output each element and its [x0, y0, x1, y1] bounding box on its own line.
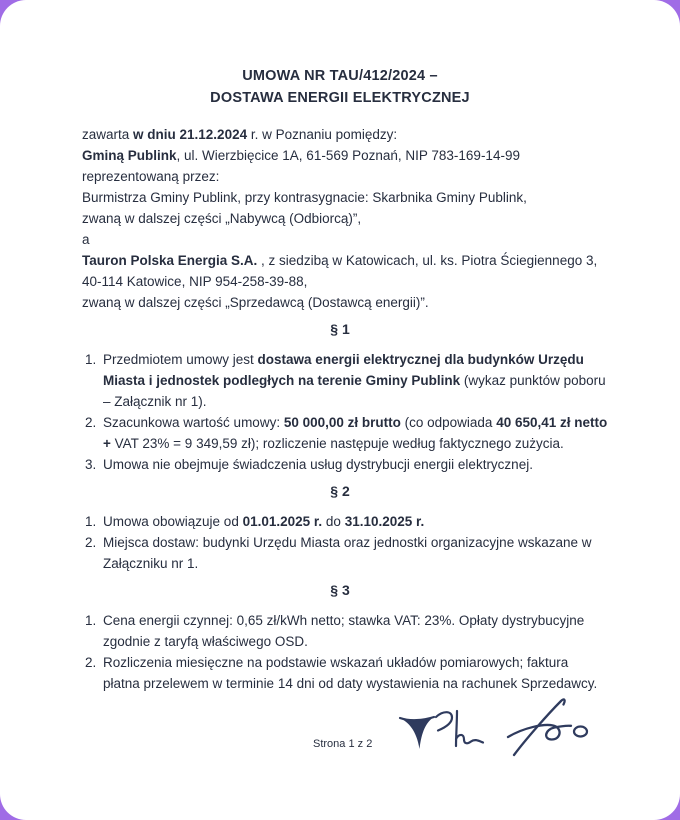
text-segment-bold: 01.01.2025 r.: [242, 514, 323, 529]
document-title-line1: UMOWA NR TAU/412/2024 –: [242, 68, 438, 84]
text-segment: Umowa obowiązuje od: [103, 514, 243, 529]
text-segment: Umowa nie obejmuje świadczenia usług dystrybucji energii elektrycznej.: [103, 457, 533, 472]
text-segment: zwaną w dalszej części „Nabywcą (Odbiorcą)”,: [82, 211, 362, 226]
intro-line: [82, 271, 604, 292]
text-segment: Burmistrza Gminy Publink, przy kontrasygnacie: Skarbnika Gminy Publink,: [82, 190, 527, 205]
clause-list: [0, 511, 680, 574]
text-segment-bold: 40 650,41 zł netto +: [103, 415, 608, 451]
text-segment-bold: Gminą Publink: [82, 148, 177, 163]
intro-line: [82, 208, 604, 229]
document-title-line2: DOSTAWA ENERGII ELEKTRYCZNEJ: [210, 90, 470, 106]
clause-item: [100, 511, 608, 532]
section-heading: § 3: [330, 582, 350, 598]
clause-item: [100, 454, 608, 475]
text-segment: (wykaz punktów poboru – Załącznik nr 1).: [103, 373, 606, 409]
text-segment: Szacunkowa wartość umowy:: [103, 415, 284, 430]
signature-buyer: [398, 708, 486, 763]
intro-line: [82, 229, 604, 250]
page-number: Strona 1 z 2: [313, 738, 373, 750]
signature-seller: [504, 698, 596, 765]
text-segment: reprezentowaną przez:: [82, 169, 220, 184]
intro-line: [82, 124, 604, 145]
section-heading: § 2: [330, 483, 350, 499]
clause-list: [0, 349, 680, 475]
sections-block: [0, 319, 680, 694]
clause-item: [100, 610, 608, 652]
text-segment: Rozliczenia miesięczne na podstawie wskazań układów pomiarowych; faktura płatna przelewem w terminie 14 dni od daty wystawienia na rachunek Sprzedawcy.: [103, 655, 598, 691]
text-segment: 40-114 Katowice, NIP 954-258-39-88,: [82, 274, 308, 289]
text-segment: zawarta: [82, 127, 134, 142]
text-segment-bold: w dniu 21.12.2024: [133, 127, 248, 142]
clause-item: [100, 412, 608, 454]
section-heading: § 1: [330, 321, 350, 337]
text-segment: zwaną w dalszej części „Sprzedawcą (Dostawcą energii)”.: [82, 295, 429, 310]
text-segment-bold: dostawa energii elektrycznej dla budynków Urzędu Miasta i jednostek podległych na terenie Gminy Publink: [103, 352, 584, 388]
text-segment: do: [322, 514, 345, 529]
text-segment: Miejsca dostaw: budynki Urzędu Miasta oraz jednostki organizacyjne wskazane w Załączniku nr 1.: [103, 535, 592, 571]
clause-item: [100, 652, 608, 694]
text-segment-bold: 31.10.2025 r.: [344, 514, 425, 529]
text-segment: , z siedzibą w Katowicach, ul. ks. Piotra Ściegiennego 3,: [257, 253, 598, 268]
text-segment: , ul. Wierzbięcice 1A, 61-569 Poznań, NIP 783-169-14-99: [176, 148, 520, 163]
clause-list: [0, 610, 680, 694]
text-segment: Przedmiotem umowy jest: [103, 352, 258, 367]
intro-line: [82, 166, 604, 187]
clause-item: [100, 532, 608, 574]
text-segment: Cena energii czynnej: 0,65 zł/kWh netto; stawka VAT: 23%. Opłaty dystrybucyjne zgodnie z taryfą właściwego OSD.: [103, 613, 585, 649]
intro-block: [82, 124, 604, 313]
text-segment: a: [82, 232, 90, 247]
text-segment: r. w Poznaniu pomiędzy:: [247, 127, 398, 142]
text-segment-bold: Tauron Polska Energia S.A.: [82, 253, 258, 268]
text-segment: VAT 23% = 9 349,59 zł); rozliczenie następuje według faktycznego zużycia.: [110, 436, 564, 451]
intro-line: [82, 145, 604, 166]
intro-line: [82, 250, 604, 271]
intro-line: [82, 292, 604, 313]
text-segment: (co odpowiada: [400, 415, 497, 430]
text-segment-bold: 50 000,00 zł brutto: [283, 415, 401, 430]
clause-item: [100, 349, 608, 412]
document-title: [40, 65, 640, 109]
intro-line: [82, 187, 604, 208]
